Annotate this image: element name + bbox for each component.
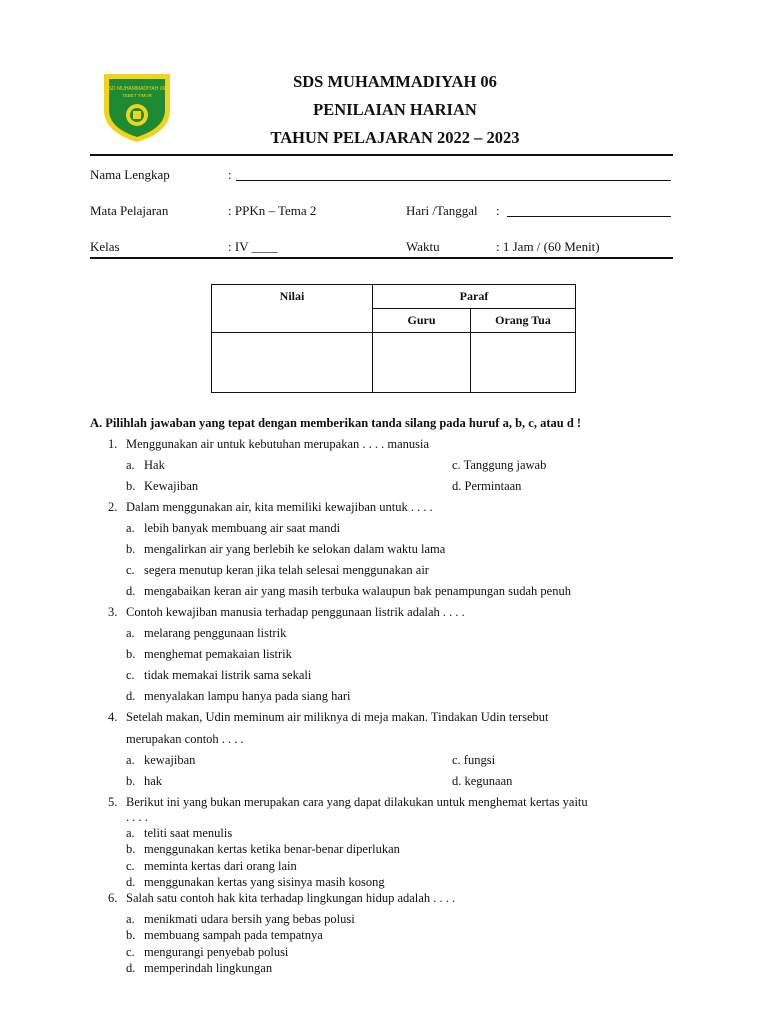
day-colon: : — [496, 203, 500, 218]
question-4: 4. Setelah makan, Udin meminum air miliknya di meja makan. Tindakan Udin tersebut — [108, 710, 549, 724]
q1-option-d[interactable]: d. Permintaan — [452, 479, 522, 493]
q2-option-d[interactable]: d. mengabaikan keran air yang masih terbuka walaupun bak penampungan sudah penuh — [126, 584, 571, 598]
header-divider — [90, 154, 673, 156]
svg-text:TEBET TIMUR: TEBET TIMUR — [122, 93, 152, 98]
question-6: 6. Salah satu contoh hak kita terhadap lingkungan hidup adalah . . . . — [108, 891, 456, 905]
q1-option-a[interactable]: a. Hak — [126, 458, 165, 472]
q3-option-a[interactable]: a. melarang penggunaan listrik — [126, 626, 287, 640]
q1-option-b[interactable]: b. Kewajiban — [126, 479, 199, 493]
q1-option-c[interactable]: c. Tanggung jawab — [452, 458, 547, 472]
orang-tua-header: Orang Tua — [471, 309, 576, 333]
q3-option-c[interactable]: c. tidak memakai listrik sama sekali — [126, 668, 312, 682]
paraf-header: Paraf — [373, 285, 576, 309]
q5-option-a[interactable]: a. teliti saat menulis — [126, 826, 233, 840]
question-1: 1. Menggunakan air untuk kebutuhan merupakan . . . . manusia — [108, 437, 430, 451]
subject-label: Mata Pelajaran — [90, 203, 169, 218]
q4-option-b[interactable]: b. hak — [126, 774, 163, 788]
class-label: Kelas — [90, 239, 120, 254]
q4-option-c[interactable]: c. fungsi — [452, 753, 496, 767]
question-4-cont: merupakan contoh . . . . — [126, 732, 244, 746]
subject-value: : PPKn – Tema 2 — [228, 203, 317, 218]
q5-option-b[interactable]: b. menggunakan kertas ketika benar-benar diperlukan — [126, 842, 400, 856]
question-5-cont: . . . . — [126, 810, 148, 824]
nilai-cell[interactable] — [212, 333, 373, 393]
school-logo — [100, 70, 174, 144]
q6-option-d[interactable]: d. memperindah lingkungan — [126, 961, 273, 975]
q4-option-a[interactable]: a. kewajiban — [126, 753, 196, 767]
day-field[interactable] — [507, 202, 671, 217]
q2-option-b[interactable]: b. mengalirkan air yang berlebih ke selokan dalam waktu lama — [126, 542, 446, 556]
academic-year: TAHUN PELAJARAN 2022 – 2023 — [270, 128, 520, 147]
score-table — [211, 284, 576, 393]
q6-option-c[interactable]: c. mengurangi penyebab polusi — [126, 945, 289, 959]
day-label: Hari /Tanggal — [406, 203, 478, 218]
nilai-header: Nilai — [212, 285, 373, 333]
time-label: Waktu — [406, 239, 440, 254]
q6-option-a[interactable]: a. menikmati udara bersih yang bebas polusi — [126, 912, 355, 926]
q3-option-b[interactable]: b. menghemat pemakaian listrik — [126, 647, 292, 661]
school-name: SDS MUHAMMADIYAH 06 — [293, 72, 497, 91]
q5-option-c[interactable]: c. meminta kertas dari orang lain — [126, 859, 297, 873]
q4-option-d[interactable]: d. kegunaan — [452, 774, 513, 788]
name-colon: : — [228, 167, 232, 182]
q2-option-a[interactable]: a. lebih banyak membuang air saat mandi — [126, 521, 341, 535]
q2-option-c[interactable]: c. segera menutup keran jika telah selesai menggunakan air — [126, 563, 429, 577]
svg-text:SD MUHAMMADIYAH 06: SD MUHAMMADIYAH 06 — [108, 86, 166, 92]
name-label: Nama Lengkap — [90, 167, 170, 182]
question-3: 3. Contoh kewajiban manusia terhadap penggunaan listrik adalah . . . . — [108, 605, 465, 619]
q3-option-d[interactable]: d. menyalakan lampu hanya pada siang hari — [126, 689, 351, 703]
section-a-instruction: A. Pilihlah jawaban yang tepat dengan memberikan tanda silang pada huruf a, b, c, atau d ! — [90, 416, 582, 430]
name-field[interactable] — [236, 166, 671, 181]
guru-header: Guru — [373, 309, 471, 333]
class-value: : IV ____ — [228, 239, 278, 254]
info-divider — [90, 257, 673, 259]
question-5: 5. Berikut ini yang bukan merupakan cara yang dapat dilakukan untuk menghemat kertas yaitu — [108, 795, 588, 809]
question-2: 2. Dalam menggunakan air, kita memiliki kewajiban untuk . . . . — [108, 500, 433, 514]
q5-option-d[interactable]: d. menggunakan kertas yang sisinya masih kosong — [126, 875, 385, 889]
orang-tua-sign-cell[interactable] — [471, 333, 576, 393]
q6-option-b[interactable]: b. membuang sampah pada tempatnya — [126, 928, 323, 942]
exam-title: PENILAIAN HARIAN — [313, 100, 477, 119]
time-value: : 1 Jam / (60 Menit) — [496, 239, 600, 254]
guru-sign-cell[interactable] — [373, 333, 471, 393]
